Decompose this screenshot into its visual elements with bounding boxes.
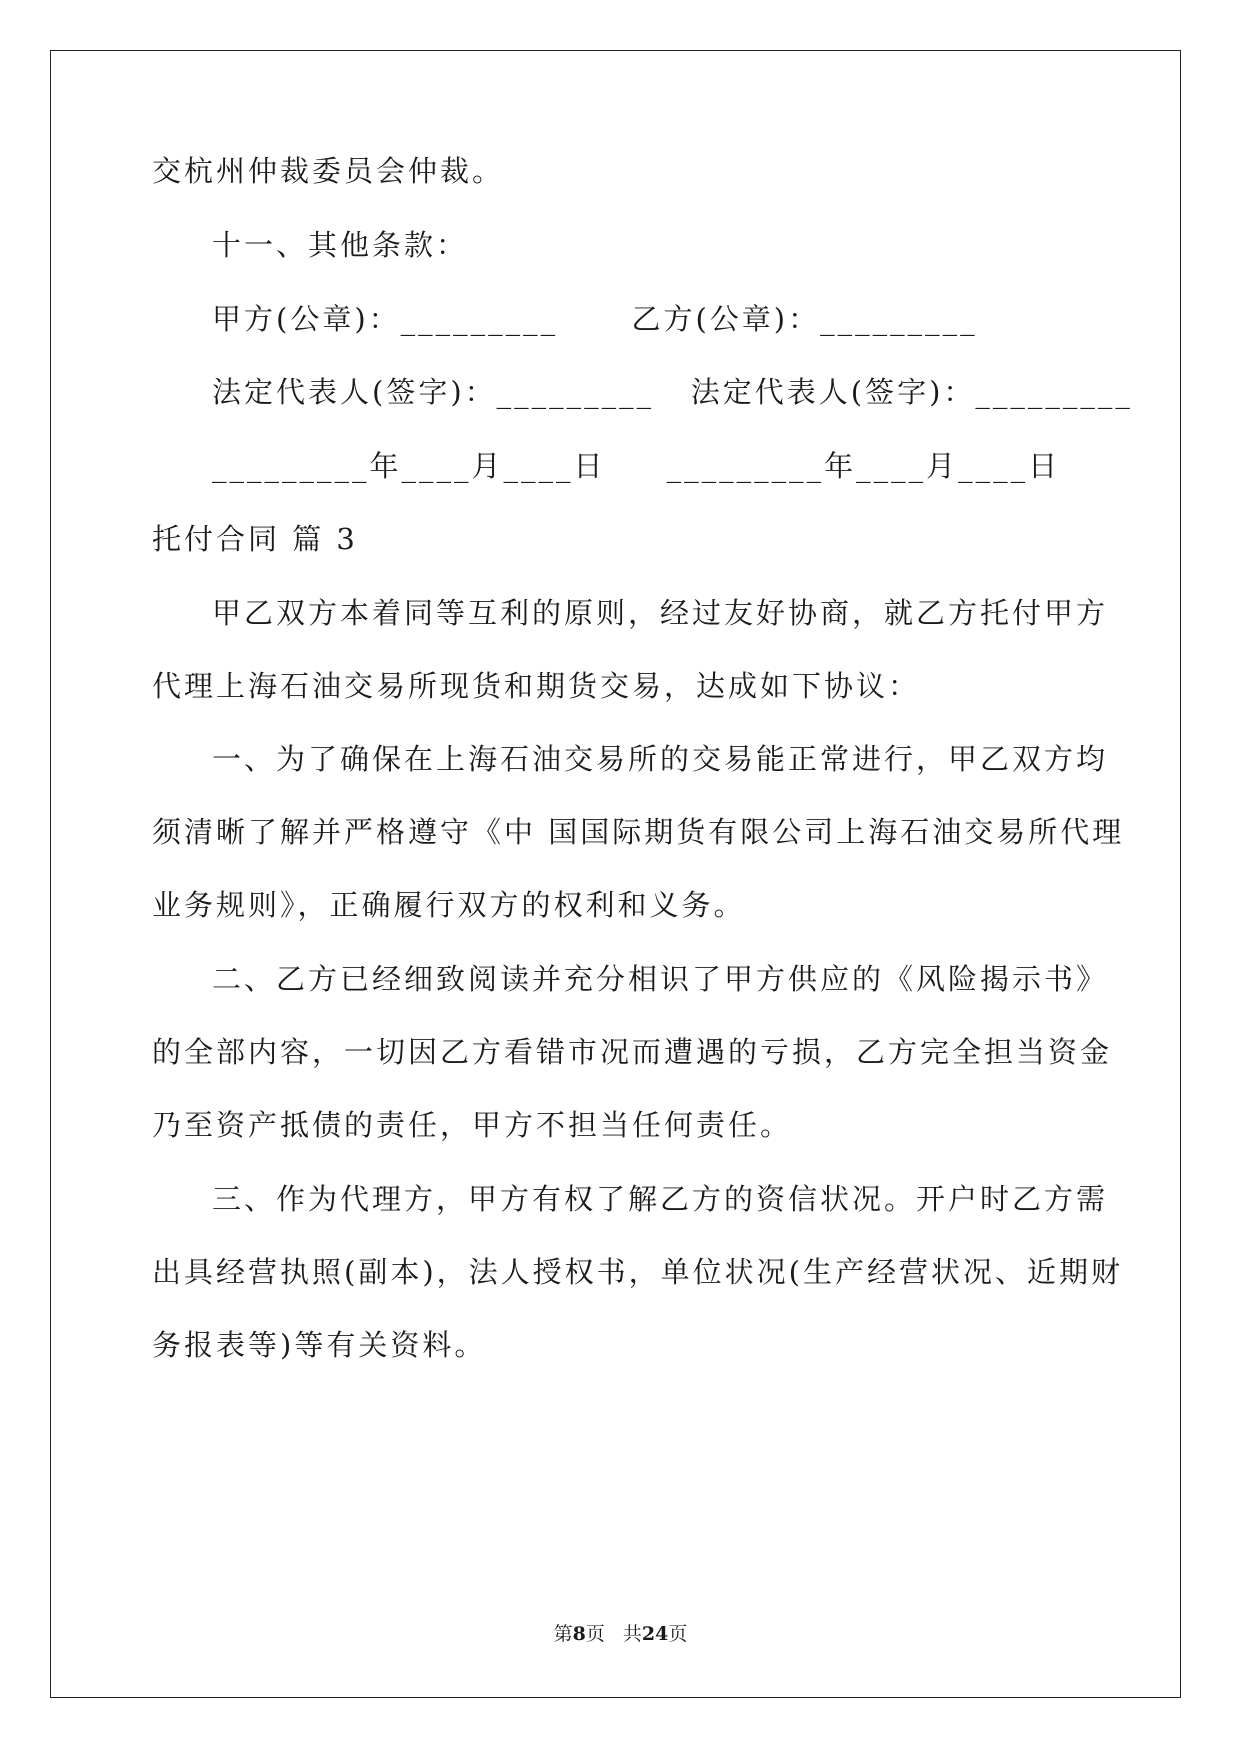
- paragraph-line: 业务规则》，正确履行双方的权利和义务。: [152, 888, 746, 922]
- footer-page-suffix: 页: [585, 1623, 605, 1645]
- signature-line-representative: 法定代表人(签字)：_________ 法定代表人(签字)：_________: [212, 375, 1133, 409]
- paragraph-line: 须清晰了解并严格遵守《中 国国际期货有限公司上海石油交易所代理: [152, 815, 1125, 849]
- paragraph-line: 的全部内容，一切因乙方看错市况而遭遇的亏损，乙方完全担当资金: [152, 1035, 1113, 1069]
- paragraph-line: 三、作为代理方，甲方有权了解乙方的资信状况。开户时乙方需: [212, 1182, 1109, 1216]
- paragraph-line: 乃至资产抵债的责任，甲方不担当任何责任。: [152, 1108, 793, 1142]
- signature-line-party: 甲方(公章)：_________ 乙方(公章)：_________: [212, 302, 978, 336]
- footer-total-suffix: 页: [668, 1623, 688, 1645]
- paragraph-line: 甲乙双方本着同等互利的原则，经过友好协商，就乙方托付甲方: [212, 596, 1109, 630]
- paragraph-line: 务报表等)等有关资料。: [152, 1328, 487, 1362]
- total-page-count: 24: [641, 1623, 669, 1645]
- page-border: [50, 50, 1181, 1698]
- paragraph-line: 一、为了确保在上海石油交易所的交易能正常进行，甲乙双方均: [212, 742, 1109, 776]
- footer-prefix: 第: [553, 1623, 573, 1645]
- paragraph-line: 二、乙方已经细致阅读并充分相识了甲方供应的《风险揭示书》: [212, 962, 1109, 996]
- paragraph-line: 交杭州仲裁委员会仲裁。: [152, 154, 505, 188]
- contract-title: 托付合同 篇 3: [152, 522, 358, 556]
- paragraph-line: 代理上海石油交易所现货和期货交易，达成如下协议：: [152, 669, 921, 703]
- current-page-number: 8: [572, 1623, 586, 1645]
- paragraph-line: 出具经营执照(副本)，法人授权书，单位状况(生产经营状况、近期财: [152, 1255, 1123, 1289]
- signature-line-date: _________年____月____日 _________年____月____日: [212, 449, 1061, 483]
- page-footer: [0, 1622, 1241, 1646]
- section-heading: 十一、其他条款：: [212, 228, 469, 262]
- footer-total-prefix: 共: [622, 1623, 642, 1645]
